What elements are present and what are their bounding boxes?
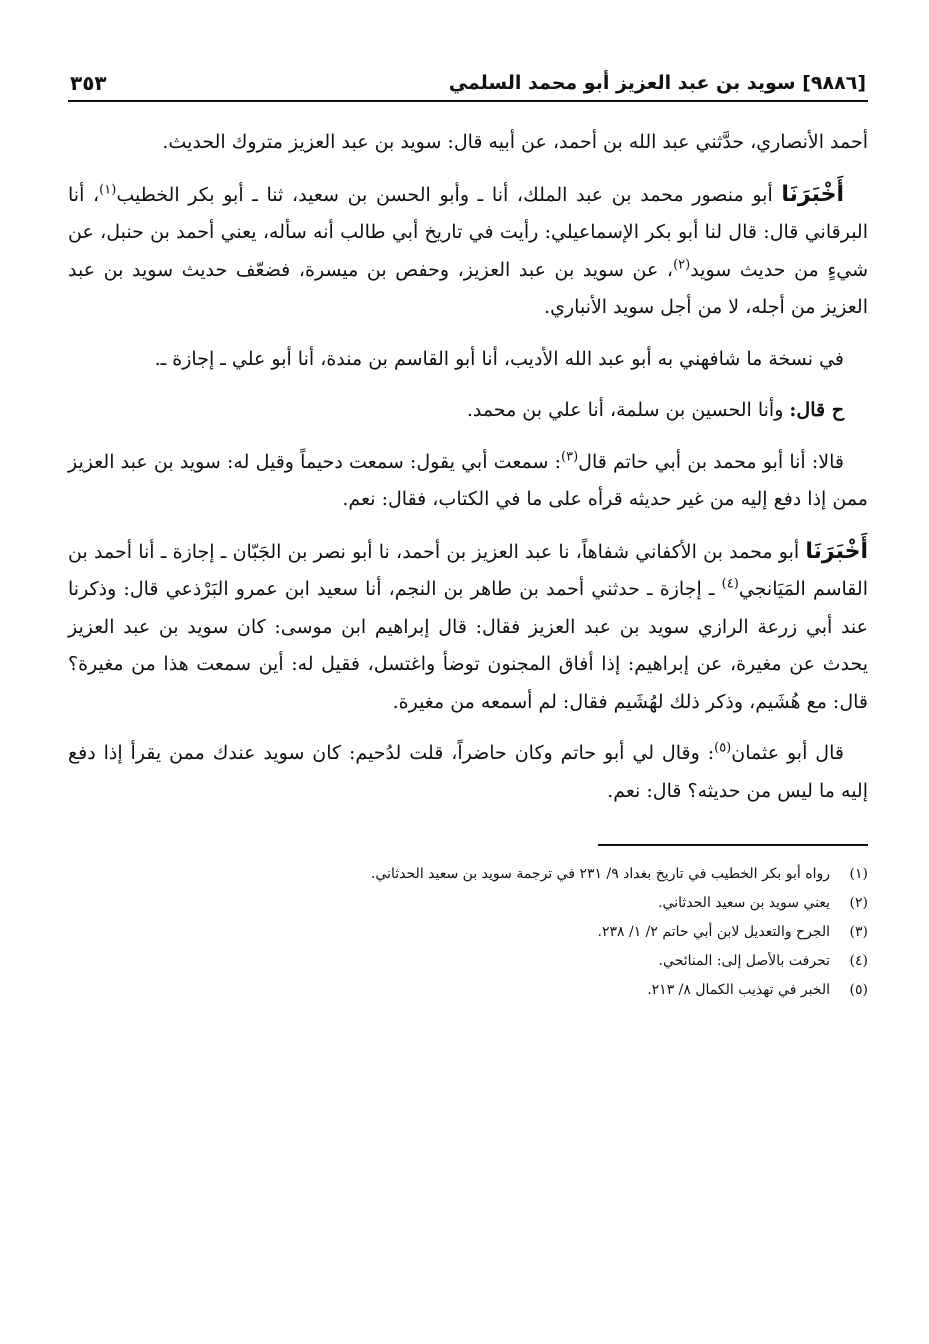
paragraph-text: قالا: أنا أبو محمد بن أبي حاتم قال xyxy=(578,450,844,473)
footnotes xyxy=(68,860,868,1005)
lead-word: أَخْبَرَنَا xyxy=(781,181,844,207)
footnote-number: (٣) xyxy=(849,924,868,940)
footnote-text: رواه أبو بكر الخطيب في تاريخ بغداد ٩/ ٢٣١ في ترجمة سويد بن سعيد الحدثاني. xyxy=(370,866,830,882)
footnote xyxy=(68,918,868,947)
footnote-text: الجرح والتعديل لابن أبي حاتم ٢/ ١/ ٢٣٨. xyxy=(597,924,830,940)
paragraph-text: : وقال لي أبو حاتم وكان حاضراً، قلت لدُحيم: كان سويد عندك ممن يقرأ إذا دفع إليه ما ليس من حديثه؟ قال: نعم. xyxy=(68,742,868,802)
paragraph-4 xyxy=(68,392,868,430)
main-text xyxy=(68,124,868,810)
footnote-ref[interactable]: (٥) xyxy=(714,740,732,756)
footnote-text: تحرفت بالأصل إلى: المنائحي. xyxy=(658,953,830,969)
paragraph-3 xyxy=(68,341,868,379)
paragraph-5 xyxy=(68,444,868,519)
footnote-ref[interactable]: (٤) xyxy=(721,576,739,592)
header-title: [٩٨٨٦] سويد بن عبد العزيز أبو محمد السلمي xyxy=(448,72,866,94)
paragraph-text: ، أنا البرقاني قال: قال لنا أبو بكر الإسماعيلي: رأيت في تاريخ أبي طالب أنه سأله، يعني أحمد بن حنبل، عن شيءٍ من حديث سويد xyxy=(68,183,869,281)
paragraph-2 xyxy=(68,176,868,327)
paragraph-text: أبو محمد بن الأكفاني شفاهاً، نا عبد العزيز بن أحمد، نا أبو نصر بن الجَبّان ـ إجازة ـ أنا أحمد بن القاسم المَيَانجي xyxy=(68,540,868,600)
paragraph-text: أبو منصور محمد بن عبد الملك، أنا ـ وأبو الحسن بن سعيد، ثنا ـ أبو بكر الخطيب xyxy=(116,183,782,206)
footnote-ref[interactable]: (٢) xyxy=(673,257,691,273)
footnote xyxy=(68,889,868,918)
paragraph-6 xyxy=(68,533,868,722)
footnote-text: يعني سويد بن سعيد الحدثاني. xyxy=(658,895,830,911)
paragraph-text: ـ إجازة ـ حدثني أحمد بن طاهر بن النجم، أنا سعيد ابن عمرو البَرْذعي قال: وذكرنا عند أبي زرعة الرازي سويد بن عبد العزيز فقال: قال إبراهيم ابن موسى: كان سويد بن عبد العزيز يحدث عن مغيرة، عن إبراهيم: إذا أفاق المجنون توضأ واغتسل، فقيل له: أين سمعت هذا من مغيرة؟ قال: مع هُشَيم، وذكر ذلك لهُشَيم فقال: لم أسمعه من مغيرة. xyxy=(68,578,868,713)
footnote-ref[interactable]: (١) xyxy=(99,182,117,198)
footnote-rule xyxy=(598,844,868,846)
book-page xyxy=(68,60,868,1320)
footnote-number: (٢) xyxy=(849,895,868,911)
lead-word: أَخْبَرَنَا xyxy=(805,538,868,564)
header-rule xyxy=(68,100,868,102)
paragraph-text: قال أبو عثمان xyxy=(731,742,844,764)
footnote-number: (٥) xyxy=(849,982,868,998)
paragraph-text: ، عن سويد بن عبد العزيز، وحفص بن ميسرة، فضعّف حديث سويد بن عبد العزيز من أجله، لا من أجل سويد الأنباري. xyxy=(68,258,868,318)
paragraph-text: في نسخة ما شافهني به أبو عبد الله الأديب، أنا أبو القاسم بن مندة، أنا أبو علي ـ إجازة ـ. xyxy=(154,347,844,370)
footnote xyxy=(68,976,868,1005)
footnote-text: الخبر في تهذيب الكمال ٨/ ٢١٣. xyxy=(647,982,830,998)
paragraph-text: وأنا الحسين بن سلمة، أنا علي بن محمد. xyxy=(466,399,790,421)
paragraph-7 xyxy=(68,735,868,810)
footnote xyxy=(68,860,868,889)
footnote xyxy=(68,947,868,976)
paragraph-text: : سمعت أبي يقول: سمعت دحيماً وقيل له: سويد بن عبد العزيز ممن إذا دفع إليه من غير حديثه قرأه على ما في الكتاب، فقال: نعم. xyxy=(68,450,868,510)
footnote-ref[interactable]: (٣) xyxy=(561,449,579,465)
footnote-number: (١) xyxy=(849,866,868,882)
page-number: ٣٥٣ xyxy=(70,71,107,95)
footnote-number: (٤) xyxy=(849,953,868,969)
paragraph-text: أحمد الأنصاري، حدَّثني عبد الله بن أحمد، عن أبيه قال: سويد بن عبد العزيز متروك الحديث. xyxy=(162,131,868,153)
paragraph-1 xyxy=(68,124,868,162)
running-header xyxy=(68,60,868,98)
lead-word: ح قال: xyxy=(789,399,844,421)
